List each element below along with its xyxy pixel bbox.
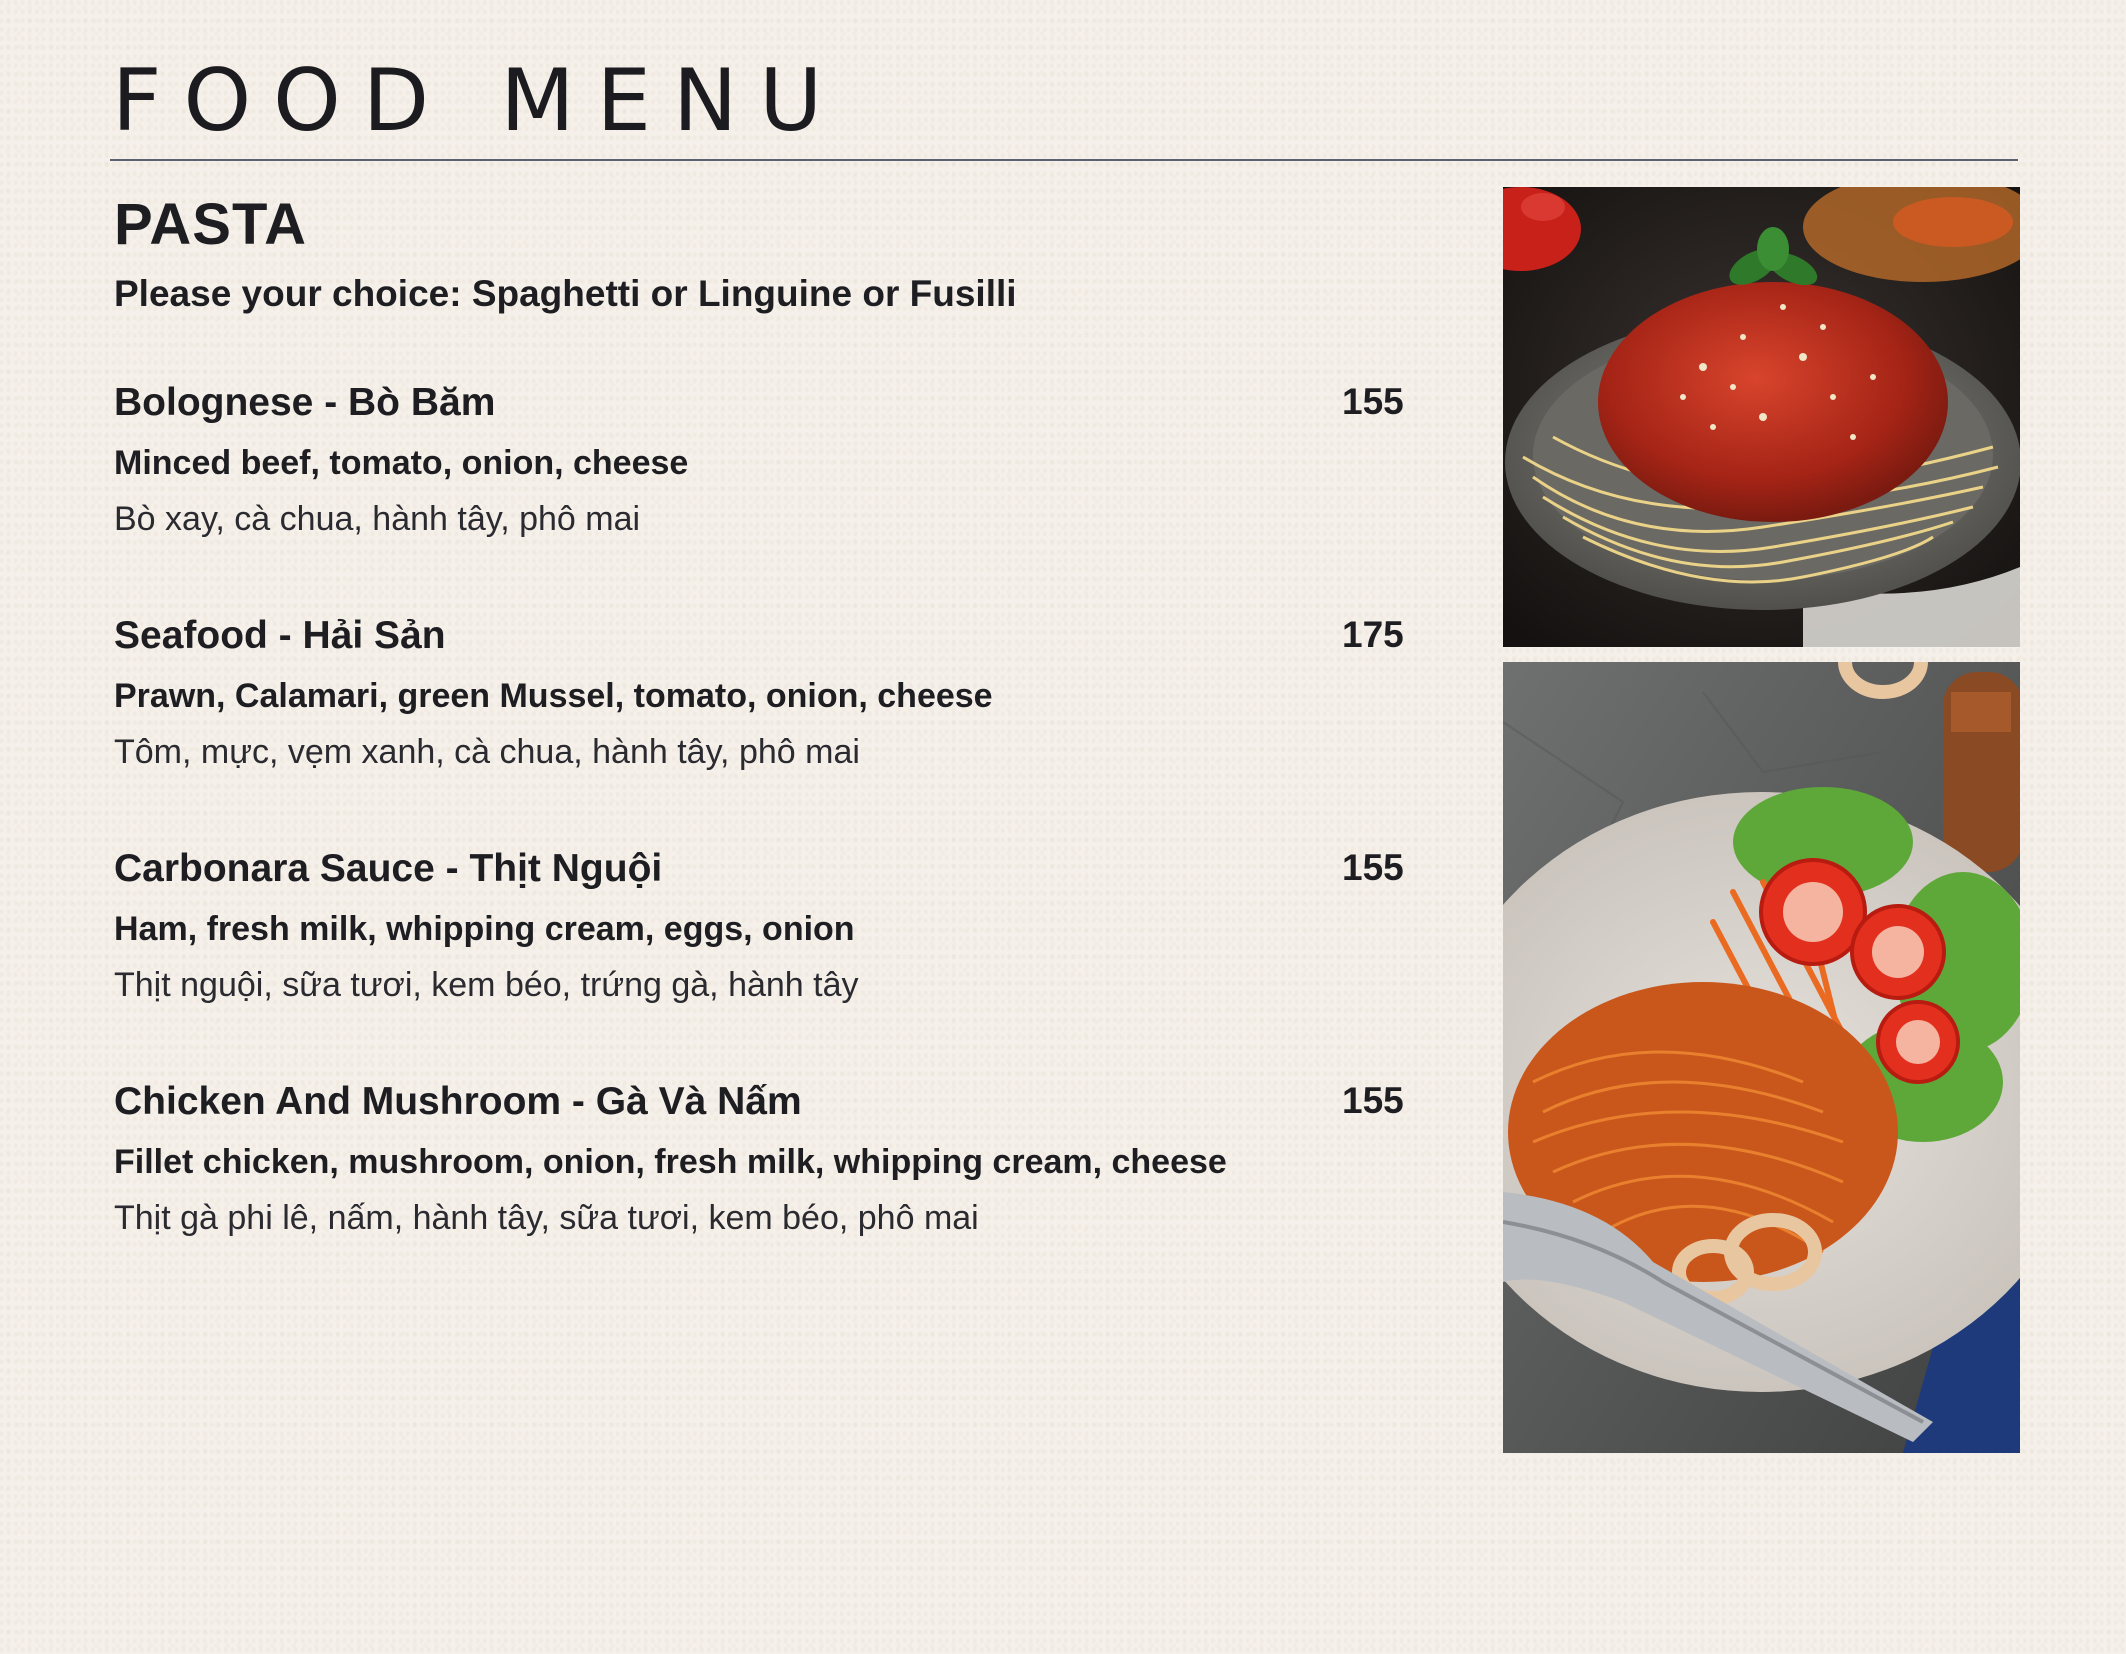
item-price: 155	[1342, 380, 1404, 422]
menu-title: FOOD MENU	[112, 51, 845, 151]
item-description-en: Minced beef, tomato, onion, cheese	[114, 443, 689, 482]
title-divider	[110, 159, 2018, 161]
section-note: Please your choice: Spaghetti or Linguine or Fusilli	[114, 273, 1017, 314]
section-heading: PASTA	[114, 192, 307, 257]
item-description-vi: Bò xay, cà chua, hành tây, phô mai	[114, 499, 641, 538]
menu-item-chicken-mushroom	[114, 1079, 1414, 1315]
item-name: Bolognese - Bò Băm	[114, 380, 496, 424]
item-description-en: Fillet chicken, mushroom, onion, fresh milk, whipping cream, cheese	[114, 1142, 1227, 1181]
menu-items	[114, 380, 1414, 1315]
item-name: Chicken And Mushroom - Gà Và Nấm	[114, 1079, 802, 1123]
item-description-vi: Thịt nguội, sữa tươi, kem béo, trứng gà, hành tây	[114, 965, 859, 1004]
menu-item-seafood	[114, 613, 1414, 849]
item-name: Carbonara Sauce - Thịt Nguội	[114, 846, 663, 890]
item-price: 155	[1342, 846, 1404, 888]
item-description-en: Ham, fresh milk, whipping cream, eggs, onion	[114, 909, 855, 948]
item-description-vi: Thịt gà phi lê, nấm, hành tây, sữa tươi, kem béo, phô mai	[114, 1198, 979, 1237]
item-price: 175	[1342, 613, 1404, 655]
item-description-en: Prawn, Calamari, green Mussel, tomato, onion, cheese	[114, 676, 993, 715]
item-price: 155	[1342, 1079, 1404, 1121]
bolognese-photo	[1503, 187, 2020, 647]
menu-item-bolognese	[114, 380, 1414, 616]
item-description-vi: Tôm, mực, vẹm xanh, cà chua, hành tây, phô mai	[114, 732, 860, 771]
seafood-pasta-photo	[1503, 662, 2020, 1453]
menu-item-carbonara	[114, 846, 1414, 1082]
pasta-section	[114, 192, 1414, 1315]
item-name: Seafood - Hải Sản	[114, 613, 446, 657]
